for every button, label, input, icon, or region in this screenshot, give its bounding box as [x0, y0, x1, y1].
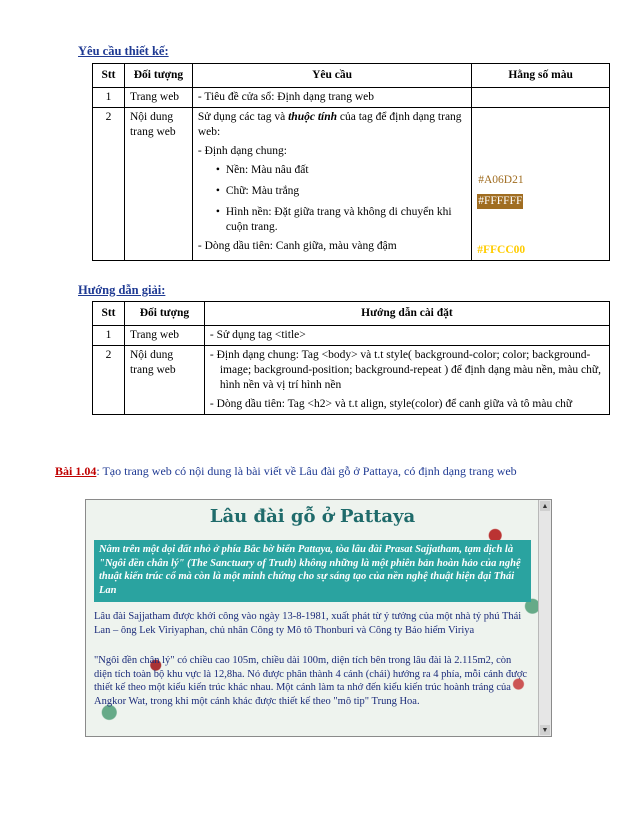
general-format-label: - Định dạng chung: [197, 145, 287, 157]
solution-guide-heading: Hướng dẫn giải: [78, 283, 166, 297]
col-header-object: Đối tượng [124, 64, 192, 88]
sample-paragraph-2: "Ngôi đền chân lý" có chiều cao 105m, chiều dài 100m, diện tích bên trong lâu đài là 2.115m2, còn diện tích toàn bộ khu vực là 12,8ha. Nó được phân thành 4 cánh (chái) hướng ra 4 phía, mỗi cánh được thiết kế theo một kiểu kiến trúc khác nhau. Một cánh làm ta nhớ đến kiểu kiến trúc hoành tráng của Angkor Wat, trong khi một cánh khác được thiết kế theo "mô tip" Trung Hoa. [94, 655, 528, 707]
sample-page-screenshot [85, 499, 552, 737]
row-color [472, 88, 610, 108]
row-object: Trang web [124, 88, 192, 108]
row-requirement: - Tiêu đề cửa sổ: Định dạng trang web [192, 88, 471, 108]
row-object: Nội dung trang web [124, 346, 204, 415]
sample-page-title: Lâu đài gỗ ở Pattaya [209, 506, 416, 527]
table-header-row [93, 64, 610, 88]
row-color [472, 108, 610, 261]
row-stt: 1 [93, 326, 125, 346]
table-row [93, 108, 610, 261]
table-row [93, 88, 610, 108]
design-requirements-heading: Yêu cầu thiết kế: [78, 44, 169, 58]
table-header-row [93, 302, 610, 326]
row-object: Nội dung trang web [124, 108, 192, 261]
row-stt: 1 [93, 88, 125, 108]
sample-paragraph-1: Lâu đài Sajjatham được khởi công vào ngày 13-8-1981, xuất phát từ ý tưởng của một nhà tỷ phú Thái Lan – ông Lek Viriyaphan, chủ nhân Công ty Mô tô Thonburi và Công ty Bảo hiểm Viriya [94, 611, 522, 636]
requirements-table [92, 63, 610, 261]
color-constant-brown: #A06D21 [478, 174, 524, 186]
list-item: • Nền: Màu nâu đất [198, 163, 466, 178]
guide-first-line: - Dòng dầu tiên: Tag <h2> và t.t align, style(color) để canh giữa và tô màu chữ [209, 398, 573, 410]
row-object: Trang web [124, 326, 204, 346]
color-constant-yellow: #FFCC00 [477, 244, 526, 256]
exercise-text: : Tạo trang web có nội dung là bài viết về Lâu đài gỗ ở Pattaya, có định dạng trang web [96, 464, 517, 478]
color-constant-white: #FFFFFF [478, 195, 523, 207]
guide-general: - Định dạng chung: Tag <body> và t.t style( background-color; color; background-image; background-position; background-repeat ) để định dạng màu nền, màu chữ, hình nền và vị trí hình nền [209, 349, 602, 391]
col-header-stt: Stt [93, 64, 125, 88]
scroll-up-icon[interactable]: ▲ [541, 502, 549, 510]
col-header-requirement: Yêu cầu [192, 64, 471, 88]
row-guide: - Sử dụng tag <title> [204, 326, 609, 346]
scrollbar[interactable] [538, 500, 551, 736]
guide-table [92, 301, 610, 415]
col-header-guide: Hướng dẫn cài đặt [204, 302, 609, 326]
bullet-icon: • [215, 206, 220, 218]
col-header-color: Hằng số màu [472, 64, 610, 88]
exercise-label: Bài 1.04 [55, 464, 97, 478]
bullet-icon: • [215, 164, 220, 176]
row-stt: 2 [93, 346, 125, 415]
row-requirement [192, 108, 471, 261]
table-row [93, 346, 610, 415]
row-guide [204, 346, 609, 415]
exercise-line [55, 464, 625, 479]
emphasis-attribute: thuộc tính [288, 111, 338, 123]
row-stt: 2 [93, 108, 125, 261]
list-item: • Hình nền: Đặt giữa trang và không di chuyển khi cuộn trang. [198, 205, 466, 235]
first-line-requirement: - Dòng dầu tiên: Canh giữa, màu vàng đậm [197, 240, 397, 252]
list-item: • Chữ: Màu trắng [198, 184, 466, 199]
col-header-stt: Stt [93, 302, 125, 326]
scroll-down-icon[interactable]: ▼ [541, 726, 549, 734]
col-header-object: Đối tượng [124, 302, 204, 326]
table-row [93, 326, 610, 346]
sample-intro-band: Nằm trên một dọi đất nhỏ ở phía Bắc bờ biển Pattaya, tòa lâu đài Prasat Sajjatham, tạm dịch là "Ngôi đền chân lý" (The Sanctuary of Truth) không những là một phiên bản hoàn hảo của nghệ thuật kiến trúc cổ mà còn là một minh chứng cho sự sáng tạo của nền nghệ thuật hiện đại Thái Lan [94, 540, 531, 602]
requirement-intro: Sử dụng các tag và thuộc tính của tag để định dạng trang web: [197, 111, 462, 138]
bullet-icon: • [215, 185, 220, 197]
